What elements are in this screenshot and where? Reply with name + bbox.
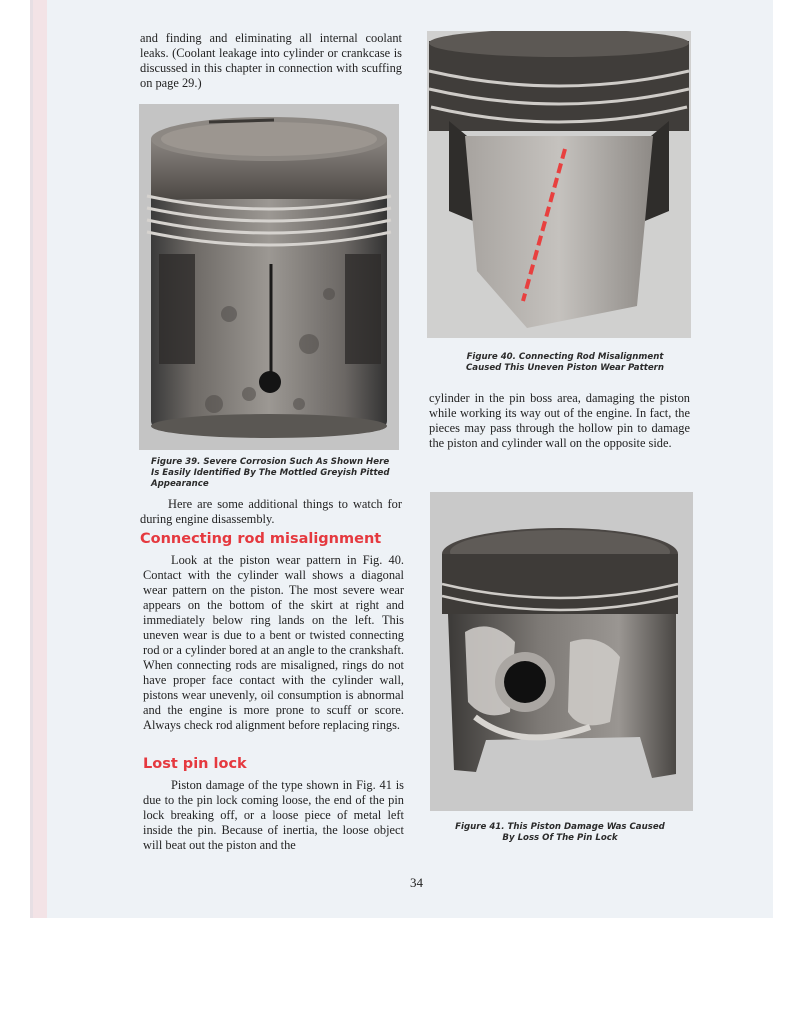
figure-39-photo bbox=[139, 104, 399, 450]
continued-paragraph: cylinder in the pin boss area, damaging the piston while working its way out of the engine. In fact, the pieces may pass through the hollow pin to damage the piston and cylinder wall on the opposite side. bbox=[429, 391, 690, 450]
intro-paragraph: and finding and eliminating all internal coolant leaks. (Coolant leakage into cylinder or crankcase is discussed in this chapter in connection with scuffing on page 29.) bbox=[140, 31, 402, 90]
figure-41-photo bbox=[430, 492, 693, 811]
page-edge-strip bbox=[33, 0, 47, 918]
heading-connecting-rod-misalignment: Connecting rod misalignment bbox=[140, 531, 382, 547]
misalignment-paragraph: Look at the piston wear pattern in Fig. 40. Contact with the cylinder wall shows a diagonal wear pattern on the piston. The most severe wear appears on the bottom of the skirt at right and immediately below ring lands on the left. This uneven wear is due to a bent or twisted connecting rod or a cylinder bored at an angle to the crankshaft. When connecting rods are misaligned, rings do not have proper face contact with the cylinder wall, pistons wear unevenly, oil consumption is abnormal and the engine is more prone to scuff or score. Always check rod alignment before replacing rings. bbox=[143, 553, 404, 732]
figure-41-caption: Figure 41. This Piston Damage Was Caused By Loss Of The Pin Lock bbox=[455, 822, 665, 843]
pin-lock-paragraph: Piston damage of the type shown in Fig. 41 is due to the pin lock coming loose, the end of the pin lock breaking off, or a loose piece of metal left inside the pin. Because of inertia, the loose object will beat out the piston and the bbox=[143, 778, 404, 852]
figure-40-photo bbox=[427, 31, 691, 338]
page-number: 34 bbox=[410, 875, 423, 890]
additional-paragraph: Here are some additional things to watch for during engine disassembly. bbox=[140, 497, 402, 526]
heading-lost-pin-lock: Lost pin lock bbox=[143, 756, 247, 772]
figure-39-caption: Figure 39. Severe Corrosion Such As Shown Here Is Easily Identified By The Mottled Greyish Pitted Appearance bbox=[151, 457, 390, 489]
figure-40-caption: Figure 40. Connecting Rod Misalignment Caused This Uneven Piston Wear Pattern bbox=[465, 352, 665, 373]
